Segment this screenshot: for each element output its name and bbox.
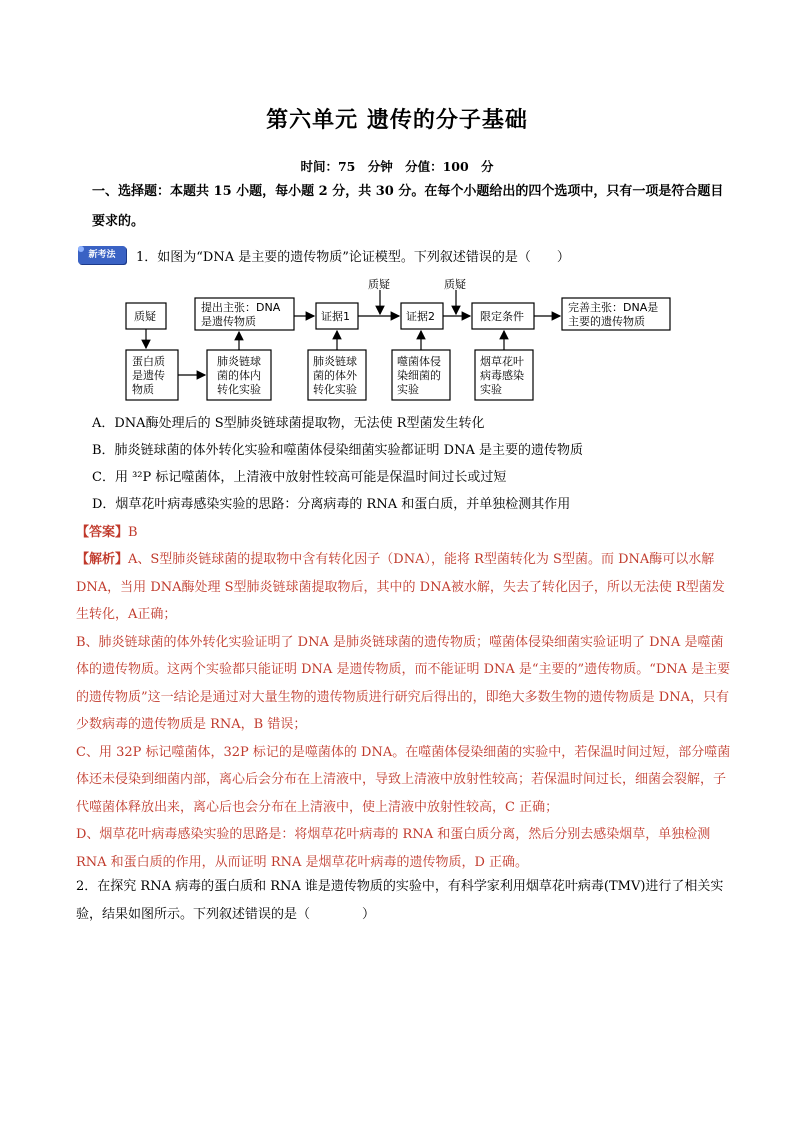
label-final-1: 完善主张：DNA是 [568,301,659,314]
label-doubt: 质疑 [134,310,156,323]
label-invivo-3: 转化实验 [217,383,261,396]
label-phage-1: 噬菌体侵 [397,355,441,368]
label-invivo-2: 菌的体内 [217,369,261,382]
label-doubt-top1: 质疑 [368,278,390,291]
label-invitro-2: 菌的体外 [313,369,357,382]
analysis-a-text: A、S型肺炎链球菌的提取物中含有转化因子（DNA），能将 R型菌转化为 S型菌。而 DNA酶可以水解 DNA，当用 DNA酶处理 S型肺炎链球菌提取物后，其中的 DNA被水解，失去了转化因子，所以无法使 R型菌发生转化，A正确； [76,552,725,622]
label-protein-3: 物质 [132,383,154,396]
option-a: A．DNA酶处理后的 S型肺炎链球菌提取物，无法使 R型菌发生转化 [92,416,485,431]
label-tmv-2: 病毒感染 [480,369,524,382]
exam-meta: 时间：75 分钟 分值：100 分 [300,159,494,174]
question-2-stem: 2．在探究 RNA 病毒的蛋白质和 RNA 谁是遗传物质的实验中，有科学家利用烟草花叶病毒(TMV)进行了相关实验，结果如图所示。下列叙述错误的是（ ） [76,879,724,922]
answer-value: B [128,525,138,540]
analysis-label: 【解析】 [76,552,129,567]
label-propose-1: 提出主张：DNA [201,301,281,314]
label-invivo-1: 肺炎链球 [217,355,261,368]
analysis-c: C、用 32P 标记噬菌体，32P 标记的是噬菌体的 DNA。在噬菌体侵染细菌的实验中，若保温时间过短，部分噬菌体还未侵染到细菌内部，离心后会分布在上清液中，导致上清液中放射性较高；若保温时间过长，细菌会裂解，子代噬菌体释放出来，离心后也会分布在上清液中，使上清液中放射性较高，C 正确； [76,744,731,815]
analysis-b: B、肺炎链球菌的体外转化实验证明了 DNA 是肺炎链球菌的遗传物质；噬菌体侵染细菌实验证明了 DNA 是噬菌体的遗传物质。这两个实验都只能证明 DNA 是遗传物质，而不能证明 DNA 是“主要的”遗传物质。“DNA 是主要的遗传物质”这一结论是通过对大量生物的遗传物质进行研究后得出的，即绝大多数生物的遗传物质是 DNA，只有少数病毒的遗传物质是 RNA，B 错误； [76,634,731,732]
label-protein-2: 是遗传 [132,369,165,382]
label-limit: 限定条件 [480,310,524,323]
option-d: D．烟草花叶病毒感染实验的思路：分离病毒的 RNA 和蛋白质，并单独检测其作用 [92,497,571,512]
badge-dot-icon [78,246,84,252]
label-phage-2: 染细菌的 [397,369,441,382]
new-method-badge [78,246,126,264]
label-invitro-3: 转化实验 [313,383,357,396]
option-c: C．用 ³²P 标记噬菌体，上清液中放射性较高可能是保温时间过长或过短 [92,470,507,485]
section-heading: 一、选择题：本题共 15 小题，每小题 2 分，共 30 分。在每个小题给出的四个选项中，只有一项是符合题目要求的。 [92,184,724,229]
answer-label: 【答案】 [76,525,129,540]
analysis-d: D、烟草花叶病毒感染实验的思路是：将烟草花叶病毒的 RNA 和蛋白质分离，然后分别去感染烟草，单独检测 RNA 和蛋白质的作用，从而证明 RNA 是烟草花叶病毒的遗传物质，D 正确。 [76,827,711,870]
answer-line [76,519,736,547]
label-tmv-1: 烟草花叶 [480,355,524,368]
argument-model-diagram [120,278,680,403]
label-invitro-1: 肺炎链球 [313,355,357,368]
page-title: 第六单元 遗传的分子基础 [266,108,528,133]
question-1 [76,244,736,266]
label-evidence1: 证据1 [321,310,350,323]
question-1-stem: 1．如图为“DNA 是主要的遗传物质”论证模型。下列叙述错误的是（ ） [136,250,570,265]
label-protein-1: 蛋白质 [132,355,165,368]
label-evidence2: 证据2 [406,310,435,323]
badge-label: 新考法 [88,250,116,260]
label-tmv-3: 实验 [480,383,502,396]
label-final-2: 主要的遗传物质 [568,315,645,328]
analysis-block [76,546,736,876]
option-b: B．肺炎链球菌的体外转化实验和噬菌体侵染细菌实验都证明 DNA 是主要的遗传物质 [92,443,584,458]
label-phage-3: 实验 [397,383,419,396]
label-propose-2: 是遗传物质 [201,315,256,328]
analysis-a [76,546,736,629]
question-1-options [92,410,732,518]
label-doubt-top2: 质疑 [444,278,466,291]
